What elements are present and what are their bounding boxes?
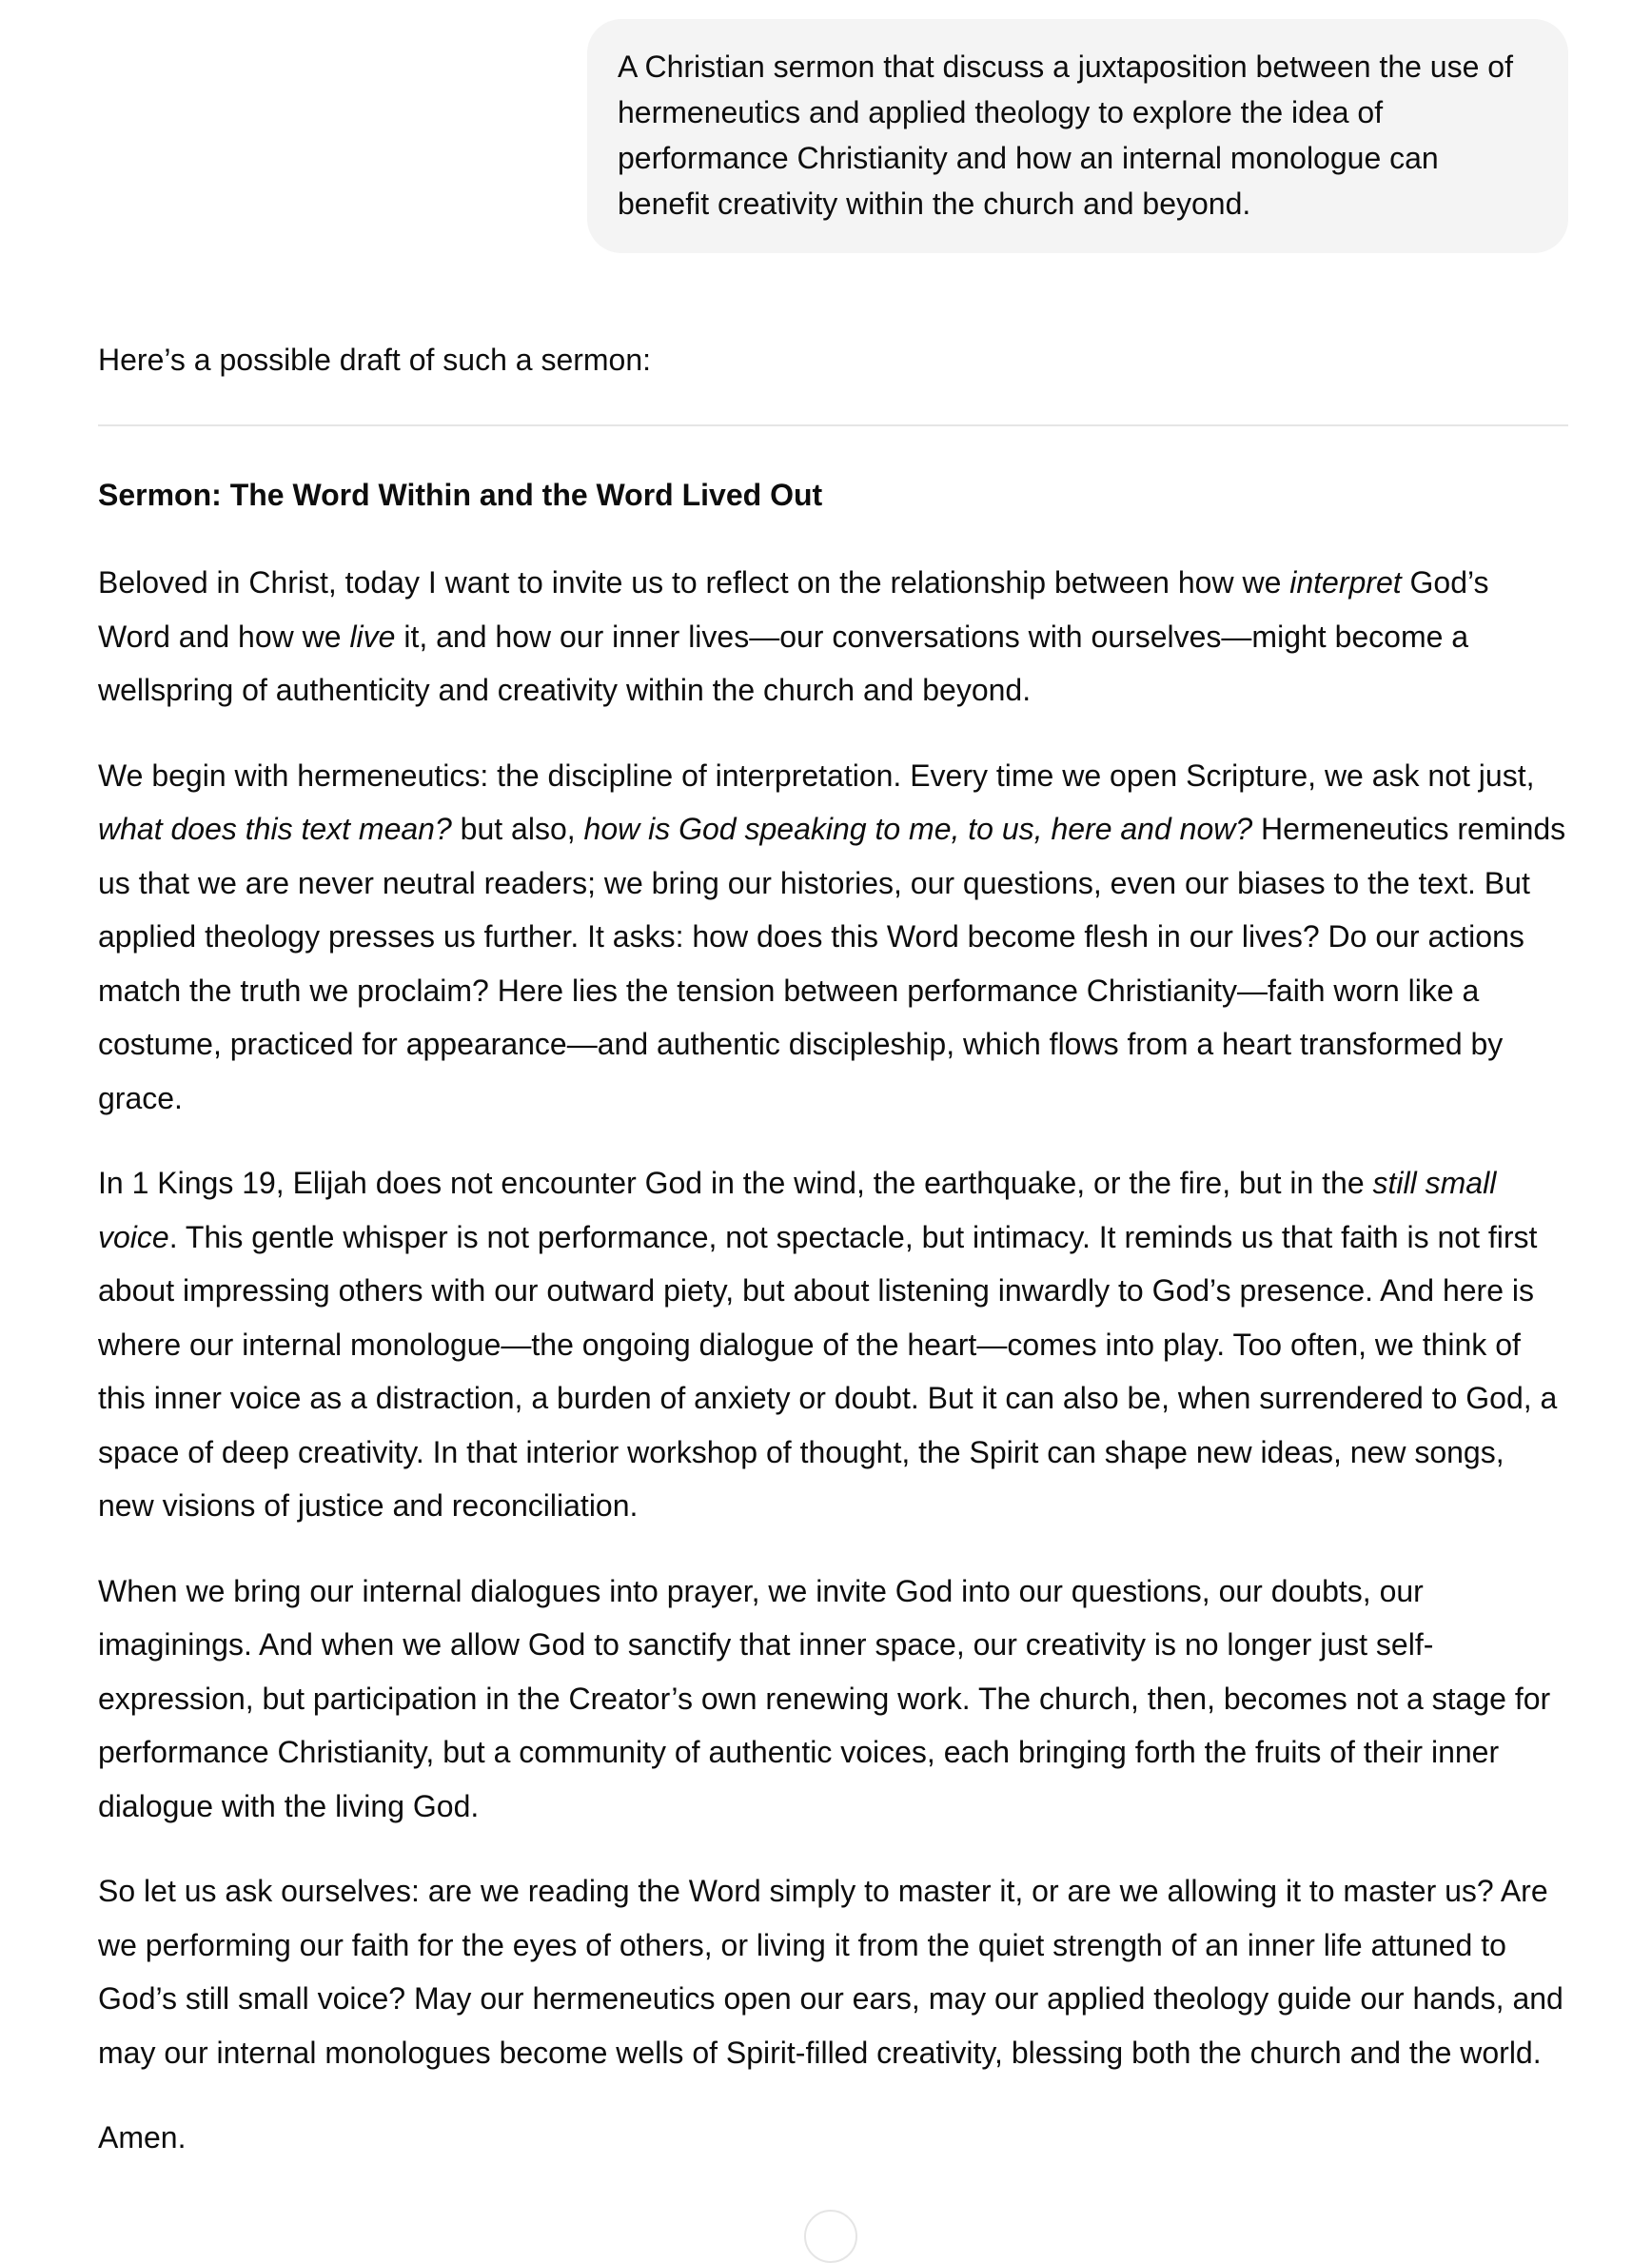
paragraph-text: We begin with hermeneutics: the discipline of interpretation. Every time we open Scripture, we ask not just, [98,758,1535,793]
assistant-intro: Here’s a possible draft of such a sermon: [98,343,652,377]
assistant-message [98,337,1568,2164]
sermon-body [98,556,1568,2079]
paragraph-text: . This gentle whisper is not performance, not spectacle, but intimacy. It reminds us that faith is not first about impressing others with our outward piety, but about listening inwardly to God’s presence. And here is where our internal monologue—the ongoing dialogue of the heart—comes into play. Too often, we think of this inner voice as a distraction, a burden of anxiety or doubt. But it can also be, when surrendered to God, a space of deep creativity. In that interior workshop of thought, the Spirit can shape new ideas, new songs, new visions of justice and reconciliation. [98,1219,1558,1523]
scroll-to-bottom-button[interactable] [804,2210,857,2263]
divider [98,424,1568,426]
sermon-paragraph [98,1864,1568,2079]
paragraph-text: So let us ask ourselves: are we reading the Word simply to master it, or are we allowing it to master us? Are we performing our faith for the eyes of others, or living it from the quiet strength of an inner life attuned to God’s still small voice? May our hermeneutics open our ears, may our applied theology guide our hands, and may our internal monologues become wells of Spirit-filled creativity, blessing both the church and the world. [98,1874,1564,2070]
emphasis-text: what does this text mean? [98,812,452,846]
paragraph-text: Hermeneutics reminds us that we are never neutral readers; we bring our histories, our questions, even our biases to the text. But applied theology presses us further. It asks: how does this Word become flesh in our lives? Do our actions match the truth we proclaim? Here lies the tension between performance Christianity—faith worn like a costume, practiced for appearance—and authentic discipleship, which flows from a heart transformed by grace. [98,812,1566,1115]
sermon-paragraph [98,556,1568,718]
user-message-bubble: A Christian sermon that discuss a juxtaposition between the use of hermeneutics and applied theology to explore the idea of performance Christianity and how an internal monologue can benefit creativity within the church and beyond. [587,19,1568,253]
paragraph-text: but also, [451,812,584,846]
sermon-closing: Amen. [98,2120,187,2155]
sermon-paragraph [98,1564,1568,1834]
emphasis-text: live [349,619,396,654]
paragraph-text: Beloved in Christ, today I want to invite us to reflect on the relationship between how we [98,565,1290,600]
sermon-paragraph [98,1156,1568,1533]
paragraph-text: God’s Word and how we [98,565,1489,654]
emphasis-text: still small voice [98,1166,1497,1254]
emphasis-text: how is God speaking to me, to us, here and now? [583,812,1253,846]
paragraph-text: it, and how our inner lives—our conversations with ourselves—might become a wellspring of authenticity and creativity within the church and beyond. [98,619,1469,707]
chat-transcript [98,0,1568,2214]
sermon-paragraph [98,749,1568,1126]
paragraph-text: When we bring our internal dialogues into prayer, we invite God into our questions, our doubts, our imaginings. And when we allow God to sanctify that inner space, our creativity is no longer just self-expression, but participation in the Creator’s own renewing work. The church, then, becomes not a stage for performance Christianity, but a community of authentic voices, each bringing forth the fruits of their inner dialogue with the living God. [98,1573,1551,1823]
sermon-title: Sermon: The Word Within and the Word Lived Out [98,478,823,512]
emphasis-text: interpret [1289,565,1402,600]
user-message-row [98,0,1568,253]
paragraph-text: In 1 Kings 19, Elijah does not encounter God in the wind, the earthquake, or the fire, but in the [98,1166,1373,1200]
